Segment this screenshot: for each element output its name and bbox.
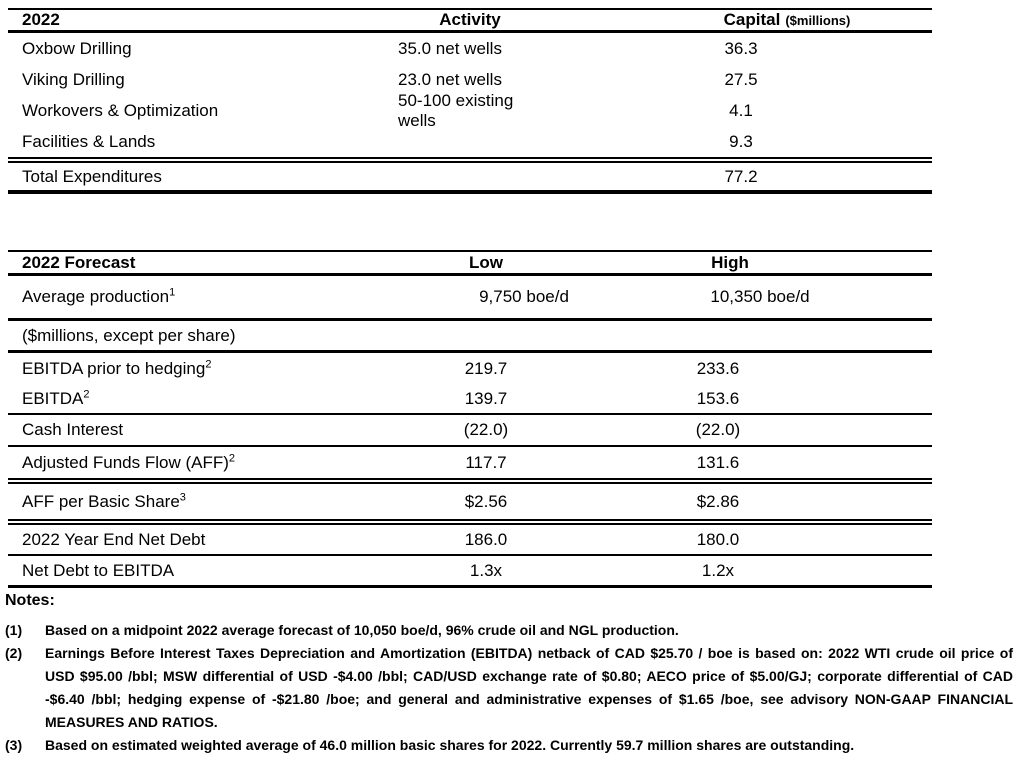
note-item	[5, 734, 1013, 757]
footnote-ref: 2	[228, 451, 236, 464]
table-row	[8, 276, 932, 318]
capital-value: 36.3	[724, 38, 758, 58]
table-row	[8, 415, 932, 445]
capital-value: 27.5	[724, 69, 758, 89]
table-row	[8, 90, 932, 130]
high-value: (22.0)	[695, 420, 741, 439]
low-value: 9,750 boe/d	[479, 287, 569, 306]
activity-value: 50-100 existing wells	[398, 90, 514, 130]
table-row	[8, 556, 932, 585]
note-number: (2)	[5, 645, 23, 661]
section-label: ($millions, except per share)	[22, 325, 236, 345]
low-value: 139.7	[464, 389, 508, 408]
low-header: Low	[469, 252, 503, 272]
capital-budget-table	[8, 8, 932, 194]
note-item	[5, 642, 1013, 734]
activity-header: Activity	[439, 10, 501, 29]
high-value: 1.2x	[701, 560, 735, 580]
row-label: EBITDA$^2$	[22, 388, 90, 408]
note-number: (3)	[5, 737, 23, 753]
total-capital-value: 77.2	[724, 166, 758, 186]
forecast-table	[8, 250, 932, 588]
total-label: Total Expenditures	[22, 166, 162, 186]
note-item	[5, 619, 1013, 642]
row-label: AFF per Basic Share$^3$	[22, 490, 186, 511]
notes-section	[5, 592, 1013, 757]
high-value: 10,350 boe/d	[710, 287, 810, 306]
divider	[8, 190, 932, 194]
row-label: Viking Drilling	[22, 69, 125, 89]
low-value: $2.56	[464, 491, 508, 511]
low-value: 1.3x	[469, 560, 503, 580]
table-row	[8, 385, 932, 413]
low-value: 219.7	[464, 359, 508, 378]
activity-value: 23.0 net wells	[398, 69, 502, 89]
note-text: Earnings Before Interest Taxes Depreciation and Amortization (EBITDA) netback of CAD $25.70 / boe is based on: 2022 WTI crude oil price of USD $95.00 /bbl; MSW differential of USD -$4.00 /bbl; CAD/USD exchange rate of $0.80; AECO price of $5.00/GJ; corporate differential of CAD -$6.40 /bbl; hedging expense of -$21.80 /boe; and general and administrative expenses of $1.65 /boe, see advisory NON-GAAP FINANCIAL MEASURES AND RATIOS.	[45, 645, 1013, 730]
note-text: Based on estimated weighted average of 46.0 million basic shares for 2022. Currently 59.7 million shares are outstanding.	[45, 737, 855, 753]
table-row	[8, 126, 932, 157]
footnote-ref: 2	[205, 358, 212, 371]
year-header: 2022	[22, 10, 60, 29]
note-text: Based on a midpoint 2022 average forecast of 10,050 boe/d, 96% crude oil and NGL production.	[45, 622, 679, 638]
footnote-ref: 3	[179, 490, 186, 503]
high-header: High	[711, 252, 749, 272]
divider	[8, 585, 932, 588]
row-label: 2022 Year End Net Debt	[22, 529, 206, 549]
row-label: Workovers & Optimization	[22, 100, 219, 120]
high-value: 180.0	[696, 529, 740, 549]
high-value: $2.86	[696, 491, 740, 511]
total-row	[8, 163, 932, 190]
high-value: 153.6	[696, 389, 740, 408]
capital-header-unit: ($millions)	[785, 13, 851, 28]
low-value: 186.0	[464, 529, 508, 549]
table-row	[8, 525, 932, 554]
capital-budget-header-row	[8, 10, 932, 30]
footnote-ref: 2	[83, 388, 90, 401]
table-row	[8, 484, 932, 519]
row-label: Average production$^1$	[22, 286, 176, 306]
forecast-header-row	[8, 252, 932, 273]
section-label-row	[8, 321, 932, 350]
low-value: (22.0)	[463, 420, 509, 439]
row-label: Cash Interest	[22, 420, 124, 439]
forecast-title: 2022 Forecast	[22, 252, 136, 272]
capital-header-label: Capital	[723, 10, 781, 29]
capital-header	[596, 10, 978, 30]
high-value: 233.6	[696, 359, 740, 378]
row-label: Oxbow Drilling	[22, 38, 132, 58]
notes-title: Notes:	[5, 592, 55, 609]
table-row	[8, 353, 932, 385]
footnote-ref: 1	[169, 286, 176, 299]
row-label: Net Debt to EBITDA	[22, 560, 175, 580]
low-value: 117.7	[465, 452, 507, 472]
capital-value: 4.1	[729, 100, 753, 120]
row-label: Facilities & Lands	[22, 131, 156, 151]
table-row	[8, 33, 932, 64]
row-label: EBITDA prior to hedging$^2$	[22, 358, 212, 378]
activity-value: 35.0 net wells	[398, 38, 502, 58]
note-number: (1)	[5, 622, 23, 638]
high-value: 131.6	[696, 452, 740, 472]
row-label: Adjusted Funds Flow (AFF)$^2$	[22, 451, 236, 472]
capital-value: 9.3	[729, 131, 753, 151]
table-row	[8, 447, 932, 478]
